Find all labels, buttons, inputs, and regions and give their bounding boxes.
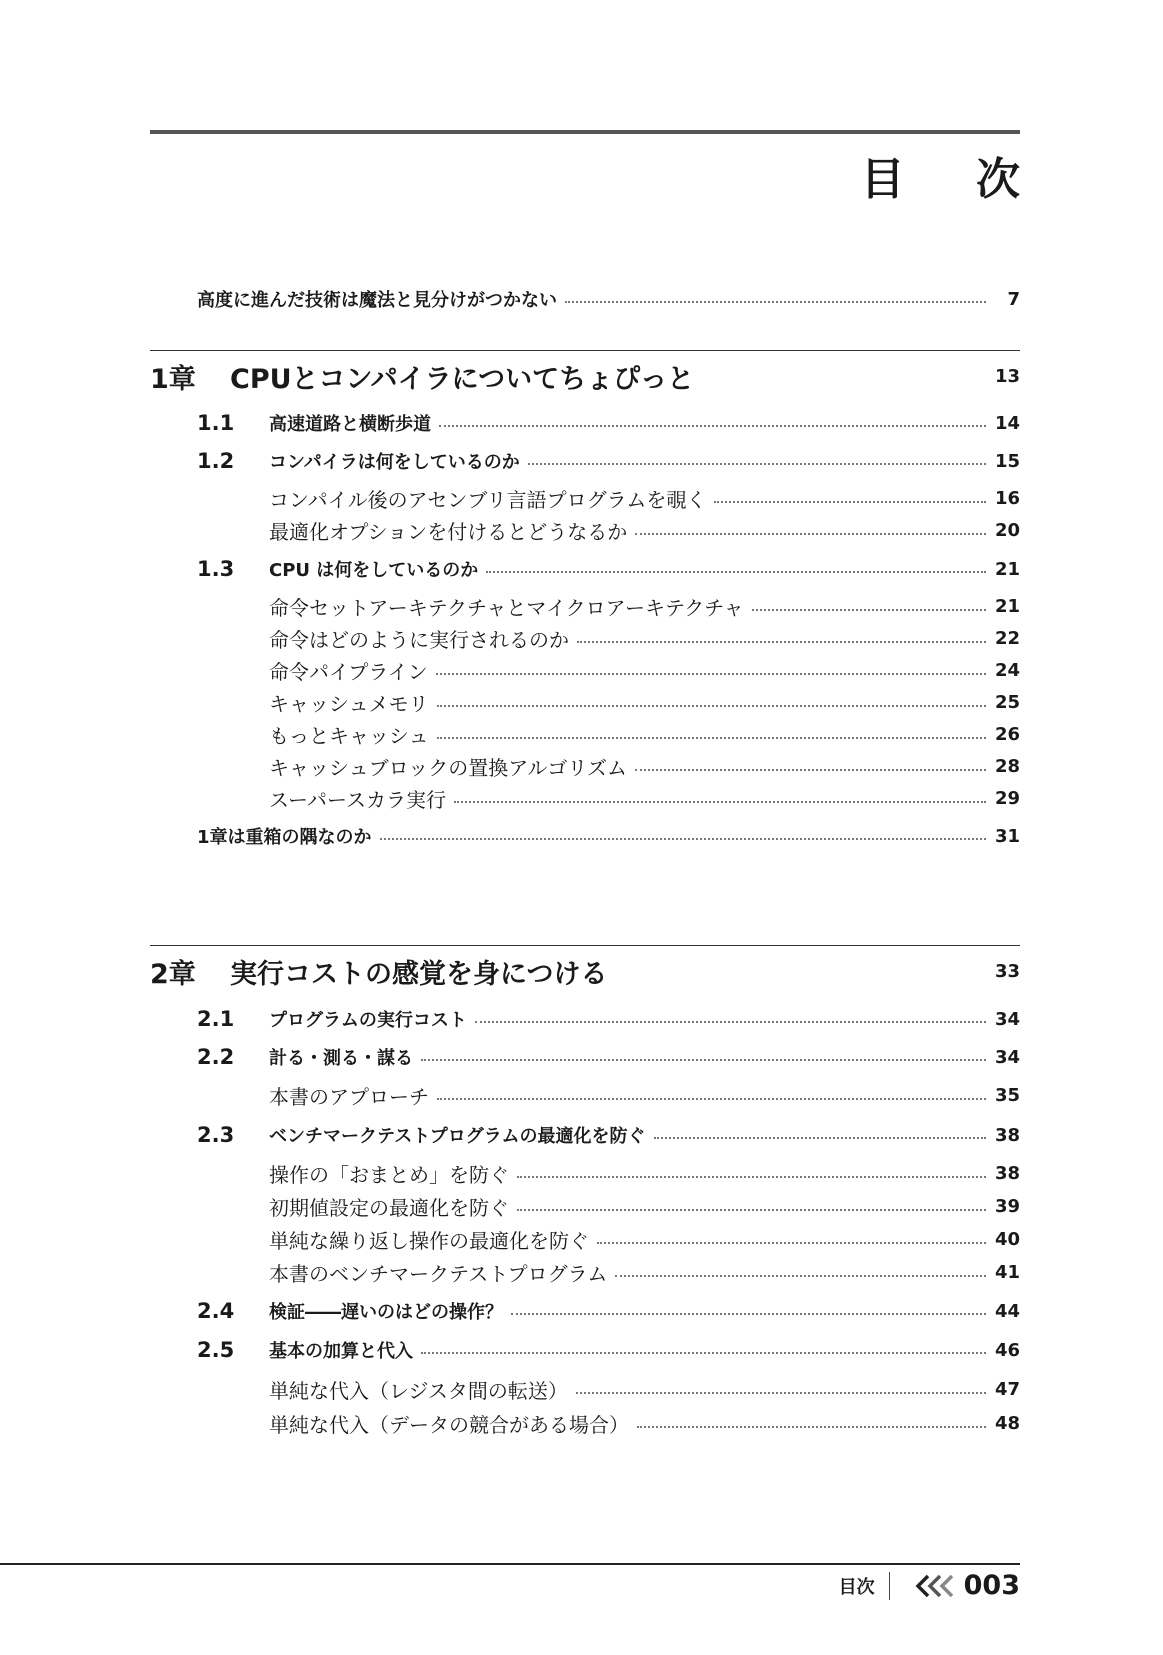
chapter-number: 1章 <box>150 364 196 395</box>
section-number: 2.5 <box>197 1338 235 1362</box>
toc-section[interactable] <box>197 1122 1020 1148</box>
subsection-page: 28 <box>994 756 1020 777</box>
subsection-page: 22 <box>994 628 1020 649</box>
subsection-title: もっとキャッシュ <box>269 724 429 748</box>
subsection-title: 操作の「おまとめ」を防ぐ <box>269 1163 509 1187</box>
toc-section[interactable] <box>197 1337 1020 1363</box>
leader-dots <box>577 641 986 643</box>
subsection-page: 25 <box>994 692 1020 713</box>
section-number: 2.4 <box>197 1299 235 1323</box>
subsection-title: 初期値設定の最適化を防ぐ <box>269 1196 509 1220</box>
toc-subsection[interactable] <box>269 656 1020 685</box>
toc-entry-chapter-closer[interactable] <box>197 823 1020 849</box>
leader-dots <box>380 838 986 840</box>
section-page: 34 <box>994 1008 1020 1030</box>
footer-divider <box>889 1572 890 1600</box>
section-page: 46 <box>994 1339 1020 1361</box>
leader-dots <box>654 1137 986 1139</box>
leader-dots <box>437 705 986 707</box>
footer-section-label: 目次 <box>838 1576 875 1598</box>
subsection-page: 40 <box>994 1229 1020 1250</box>
subsection-title: コンパイル後のアセンブリ言語プログラムを覗く <box>269 488 707 512</box>
subsection-page: 41 <box>994 1262 1020 1283</box>
subsection-page: 21 <box>994 596 1020 617</box>
entry-title: 1章は重箱の隅なのか <box>197 827 372 848</box>
section-title: コンパイラは何をしているのか <box>269 452 520 473</box>
toc-subsection[interactable] <box>269 1258 1020 1287</box>
toc-subsection[interactable] <box>269 624 1020 653</box>
subsection-title: 命令セットアーキテクチャとマイクロアーキテクチャ <box>269 596 744 620</box>
subsection-page: 16 <box>994 488 1020 509</box>
section-title: プログラムの実行コスト <box>269 1010 467 1031</box>
section-title: CPU は何をしているのか <box>269 560 479 581</box>
chapter-page: 33 <box>994 961 1020 982</box>
toc-section[interactable] <box>197 1298 1020 1324</box>
section-number: 1.2 <box>197 449 235 473</box>
toc-subsection[interactable] <box>269 1081 1020 1110</box>
leader-dots <box>576 1392 986 1394</box>
section-number: 1.1 <box>197 411 235 435</box>
toc-subsection[interactable] <box>269 752 1020 781</box>
section-page: 14 <box>994 412 1020 434</box>
leader-dots <box>421 1352 986 1354</box>
leader-dots <box>565 301 986 303</box>
section-page: 15 <box>994 450 1020 472</box>
subsection-title: 単純な代入（データの競合がある場合） <box>269 1413 629 1437</box>
subsection-page: 38 <box>994 1163 1020 1184</box>
section-page: 34 <box>994 1046 1020 1068</box>
section-title: 基本の加算と代入 <box>269 1341 413 1362</box>
chapter-rule <box>150 350 1020 351</box>
leader-dots <box>637 1426 986 1428</box>
leader-dots <box>436 673 986 675</box>
subsection-title: 単純な繰り返し操作の最適化を防ぐ <box>269 1229 589 1253</box>
leader-dots <box>475 1021 986 1023</box>
toc-subsection[interactable] <box>269 1192 1020 1221</box>
page-number: 003 <box>963 1570 1020 1601</box>
leader-dots <box>597 1242 986 1244</box>
section-title: 計る・測る・謀る <box>269 1048 413 1069</box>
subsection-title: 命令パイプライン <box>269 660 428 684</box>
leader-dots <box>752 609 986 611</box>
subsection-page: 47 <box>994 1379 1020 1400</box>
subsection-page: 35 <box>994 1085 1020 1106</box>
leader-dots <box>615 1275 986 1277</box>
subsection-page: 26 <box>994 724 1020 745</box>
toc-subsection[interactable] <box>269 1225 1020 1254</box>
leader-dots <box>437 737 986 739</box>
section-number: 2.3 <box>197 1123 235 1147</box>
leader-dots <box>714 501 986 503</box>
leader-dots <box>421 1059 986 1061</box>
toc-subsection[interactable] <box>269 720 1020 749</box>
subsection-page: 20 <box>994 520 1020 541</box>
toc-subsection[interactable] <box>269 688 1020 717</box>
subsection-title: 本書のベンチマークテストプログラム <box>269 1262 608 1286</box>
toc-section[interactable] <box>197 410 1020 436</box>
chapter-heading-2[interactable] <box>150 952 1020 991</box>
leader-dots <box>635 769 986 771</box>
page-footer <box>839 1570 1020 1601</box>
leader-dots <box>439 425 986 427</box>
chapter-rule <box>150 945 1020 946</box>
toc-subsection[interactable] <box>269 484 1020 513</box>
subsection-page: 39 <box>994 1196 1020 1217</box>
subsection-page: 29 <box>994 788 1020 809</box>
entry-title: 高度に進んだ技術は魔法と見分けがつかない <box>197 290 557 311</box>
entry-page: 7 <box>1007 288 1020 310</box>
toc-section[interactable] <box>197 448 1020 474</box>
triple-chevron-left-icon <box>914 1573 958 1599</box>
section-number: 2.2 <box>197 1045 235 1069</box>
chapter-page: 13 <box>994 366 1020 387</box>
toc-section[interactable] <box>197 1006 1020 1032</box>
subsection-title: 最適化オプションを付けるとどうなるか <box>269 520 628 544</box>
section-title: 高速道路と横断歩道 <box>269 414 431 435</box>
chapter-title: CPUとコンパイラについてちょぴっと <box>230 364 695 395</box>
subsection-page: 48 <box>994 1413 1020 1434</box>
section-title: 検証――遅いのはどの操作？ <box>269 1302 503 1323</box>
leader-dots <box>437 1098 986 1100</box>
toc-subsection[interactable] <box>269 592 1020 621</box>
leader-dots <box>486 571 986 573</box>
toc-entry-intro[interactable] <box>197 286 1020 312</box>
footer-rule <box>0 1563 1020 1565</box>
toc-subsection[interactable] <box>269 784 1020 813</box>
chapter-number: 2章 <box>150 959 196 990</box>
toc-subsection[interactable] <box>269 1375 1020 1404</box>
chapter-title: 実行コストの感覚を身につける <box>230 959 608 990</box>
leader-dots <box>517 1209 986 1211</box>
leader-dots <box>528 463 986 465</box>
section-page: 38 <box>994 1124 1020 1146</box>
leader-dots <box>454 801 986 803</box>
subsection-page: 24 <box>994 660 1020 681</box>
toc-subsection[interactable] <box>269 1159 1020 1188</box>
leader-dots <box>635 533 986 535</box>
chapter-heading-1[interactable] <box>150 357 1020 396</box>
leader-dots <box>511 1313 986 1315</box>
subsection-title: スーパースカラ実行 <box>269 788 446 812</box>
section-number: 2.1 <box>197 1007 235 1031</box>
section-page: 44 <box>994 1300 1020 1322</box>
toc-section[interactable] <box>197 1044 1020 1070</box>
subsection-title: 本書のアプローチ <box>269 1085 429 1109</box>
subsection-title: キャッシュブロックの置換アルゴリズム <box>269 756 627 780</box>
subsection-title: 命令はどのように実行されるのか <box>269 628 569 652</box>
toc-section[interactable] <box>197 556 1020 582</box>
page-title: 目 次 <box>860 154 1048 205</box>
section-number: 1.3 <box>197 557 235 581</box>
leader-dots <box>517 1176 986 1178</box>
subsection-title: 単純な代入（レジスタ間の転送） <box>269 1379 568 1403</box>
section-title: ベンチマークテストプログラムの最適化を防ぐ <box>269 1126 646 1147</box>
subsection-title: キャッシュメモリ <box>269 692 429 716</box>
toc-subsection[interactable] <box>269 516 1020 545</box>
toc-subsection[interactable] <box>269 1409 1020 1438</box>
section-page: 21 <box>994 558 1020 580</box>
title-rule <box>150 130 1020 134</box>
entry-page: 31 <box>994 825 1020 847</box>
